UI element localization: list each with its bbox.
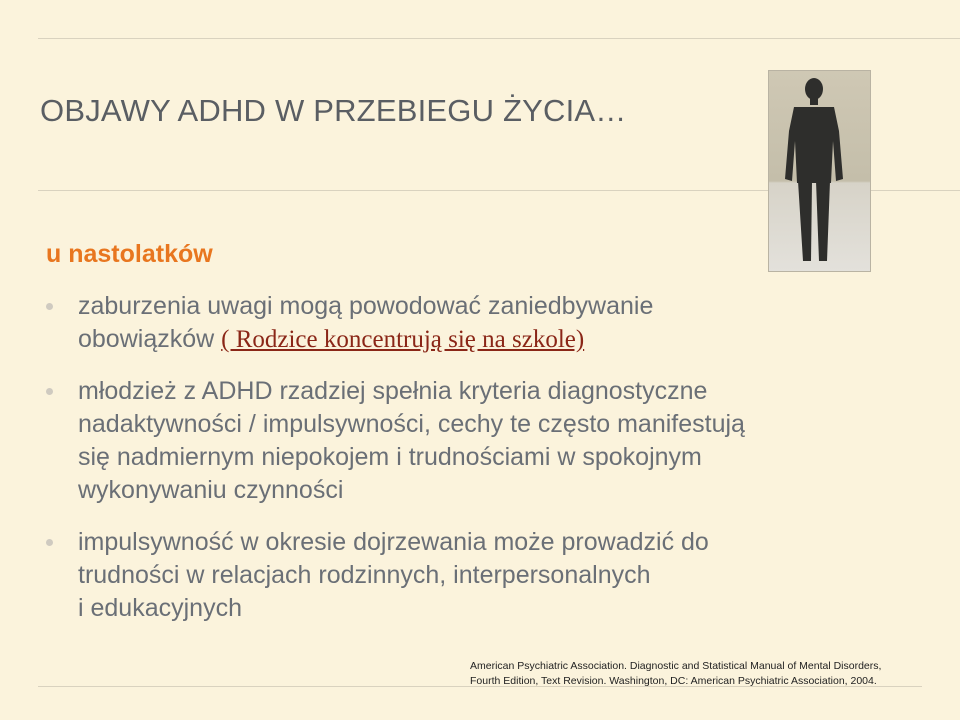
bullet-text: obowiązków [78, 325, 222, 353]
silhouette-photo [768, 70, 871, 272]
bullet-text: młodzież z ADHD rzadziej spełnia kryteria diagnostyczne [78, 377, 708, 405]
bullet-text: i edukacyjnych [78, 594, 242, 622]
bullet-item [46, 526, 936, 625]
bullet-text: impulsywność w okresie dojrzewania może prowadzić do [78, 528, 709, 556]
bullet-text: zaburzenia uwagi mogą powodować zaniedbywanie [78, 292, 654, 320]
silhouette-figure-icon [769, 71, 870, 271]
bullet-text: nadaktywności / impulsywności, cechy te często manifestują [78, 410, 745, 438]
citation-line: Fourth Edition, Text Revision. Washington, DC: American Psychiatric Association, 2004. [470, 675, 877, 687]
citation-line: American Psychiatric Association. Diagnostic and Statistical Manual of Mental Disorders, [470, 660, 882, 672]
bullet-text: się nadmiernym niepokojem i trudnościami w spokojnym [78, 443, 702, 471]
bullet-dot-icon [46, 303, 53, 310]
bullet-text: trudności w relacjach rodzinnych, interpersonalnych [78, 561, 651, 589]
slide-title: OBJAWY ADHD W PRZEBIEGU ŻYCIA… [40, 93, 627, 128]
citation [470, 659, 940, 689]
bullet-dot-icon [46, 388, 53, 395]
bullet-item [46, 290, 936, 356]
bullet-item [46, 375, 936, 507]
bullet-list [46, 290, 936, 625]
parents-school-link[interactable]: ( Rodzice koncentrują się na szkole) [221, 326, 585, 353]
top-rule [38, 38, 960, 39]
bullet-dot-icon [46, 539, 53, 546]
section-heading: u nastolatków [46, 240, 213, 268]
bullet-text: wykonywaniu czynności [78, 476, 344, 504]
